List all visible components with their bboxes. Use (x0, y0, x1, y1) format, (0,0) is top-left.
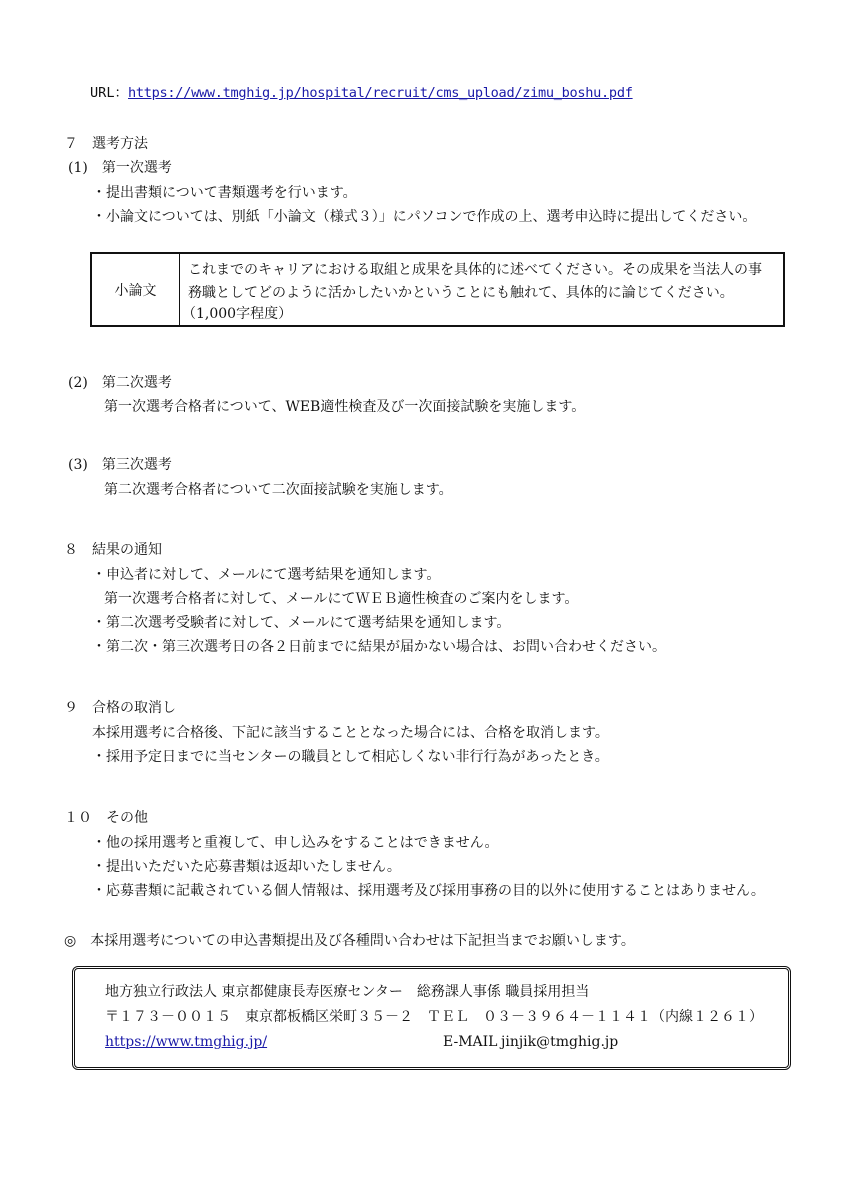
recruit-pdf-link[interactable]: https://www.tmghig.jp/hospital/recruit/cms_upload/zimu_boshu.pdf (128, 85, 633, 101)
section7-sub1-title: (1) 第一次選考 (68, 160, 172, 176)
email-address[interactable]: jinjik@tmghig.jp (501, 1034, 619, 1050)
contact-org: 地方独立行政法人 東京都健康長寿医療センター 総務課人事係 職員採用担当 (105, 984, 590, 1000)
essay-table (90, 252, 785, 327)
section8-line: ・第二次選考受験者に対して、メールにて選考結果を通知します。 (92, 615, 511, 631)
contact-address: 〒１７３－００１５ 東京都板橋区栄町３５－２ ＴＥＬ ０３－３９６４－１１４１（内線１２６１） (105, 1009, 763, 1025)
section7-sub3-text: 第二次選考合格者について二次面接試験を実施します。 (104, 482, 453, 498)
essay-table-body (180, 254, 783, 325)
section9-line: ・採用予定日までに当センターの職員として相応しくない非行行為があったとき。 (92, 749, 609, 765)
section9-line: 本採用選考に合格後、下記に該当することとなった場合には、合格を取消します。 (92, 725, 609, 741)
section7-sub3-title: (3) 第三次選考 (68, 457, 172, 473)
contact-box (72, 966, 791, 1070)
section10-line: ・応募書類に記載されている個人情報は、採用選考及び採用事務の目的以外に使用することはありません。 (92, 883, 765, 899)
section8-heading: ８ 結果の通知 (64, 542, 162, 558)
section10-line: ・他の採用選考と重複して、申し込みをすることはできません。 (92, 835, 499, 851)
essay-length-note: （1,000字程度） (182, 306, 293, 322)
section10-line: ・提出いただいた応募書類は返却いたしません。 (92, 859, 401, 875)
contact-note: ◎ 本採用選考についての申込書類提出及び各種問い合わせは下記担当までお願いします。 (64, 933, 635, 949)
essay-table-label: 小論文 (92, 254, 180, 325)
url-label: URL： (90, 85, 129, 101)
email-label: E-MAIL (443, 1034, 498, 1050)
essay-instruction-line: これまでのキャリアにおける取組と成果を具体的に述べてください。その成果を当法人の事 (188, 262, 762, 278)
section7-sub1-bullet: ・提出書類について書類選考を行います。 (92, 185, 357, 201)
section7-sub2-text: 第一次選考合格者について、WEB適性検査及び一次面接試験を実施します。 (104, 399, 586, 415)
section7-sub1-bullet: ・小論文については、別紙「小論文（様式３）」にパソコンで作成の上、選考申込時に提出してください。 (92, 209, 757, 225)
section7-heading: ７ 選考方法 (64, 136, 148, 152)
section8-line: ・第二次・第三次選考日の各２日前までに結果が届かない場合は、お問い合わせください。 (92, 639, 666, 655)
section9-heading: ９ 合格の取消し (64, 700, 176, 716)
section8-line: 第一次選考合格者に対して、メールにてＷＥＢ適性検査のご案内をします。 (104, 591, 579, 607)
section8-line: ・申込者に対して、メールにて選考結果を通知します。 (92, 567, 441, 583)
section7-sub2-title: (2) 第二次選考 (68, 375, 172, 391)
section10-heading: １０ その他 (64, 810, 148, 826)
website-link[interactable]: https://www.tmghig.jp/ (105, 1034, 268, 1050)
essay-instruction-line: 務職としてどのように活かしたいかということにも触れて、具体的に論じてください。 (188, 285, 734, 301)
